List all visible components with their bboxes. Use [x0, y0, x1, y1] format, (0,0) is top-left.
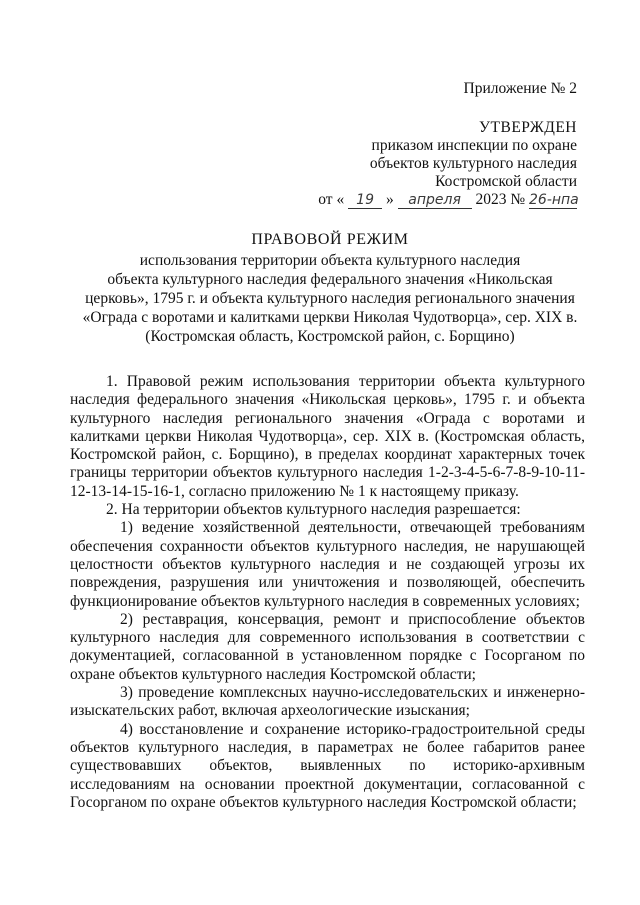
paragraph-1: 1. Правовой режим использования территории объекта культурного наследия федерального значения «Никольская церковь», 1795 г. и объекта культурного наследия регионального значения «Ограда с воротами и калитками церкви Николая Чудотворца», сер. XIX в. (Костромская область, Костромской район, с. Борщино), в пределах координат характерных точек границы территории объектов культурного наследия 1-2-3-4-5-6-7-8-9-10-11-12-13-14-15-16-1, согласно приложению № 1 к настоящему приказу. [70, 373, 585, 500]
title-line-1: использования территории объекта культурного наследия [139, 252, 521, 269]
approved-title: УТВЕРЖДЕН [479, 119, 577, 136]
list-item-4: 4) восстановление и сохранение историко-градостроительной среды объектов культурного наследия, в параметрах не более габаритов ранее существовавших объектов, выявленных по историко-архивным исследованиям на основании проектной документации, согласованной с Госорганом по охране объектов культурного наследия Костромской области; [70, 720, 585, 811]
appendix-text: Приложение № 2 [463, 80, 577, 97]
document-title-block [70, 230, 590, 346]
document-body [70, 373, 585, 812]
date-month: апреля [398, 193, 472, 209]
title-line-2: объекта культурного наследия федерального значения «Никольская [107, 271, 553, 288]
approval-block [318, 119, 577, 209]
paragraph-2: 2. На территории объектов культурного наследия разрешается: [106, 501, 521, 519]
title-line-5: (Костромская область, Костромской район, с. Борщино) [145, 328, 515, 345]
title-line-3: церковь», 1795 г. и объекта культурного наследия регионального значения [85, 290, 575, 307]
approved-line-2: объектов культурного наследия [369, 155, 577, 172]
order-number: 26-нпа [529, 192, 579, 208]
order-date-line [318, 191, 577, 209]
list-item-2: 2) реставрация, консервация, ремонт и приспособление объектов культурного наследия для современного использования в соответствии с документацией, согласованной в установленном порядке с Госорганом по охране объектов культурного наследия Костромской области; [70, 610, 585, 683]
list-item-3: 3) проведение комплексных научно-исследовательских и инженерно-изыскательских работ, включая археологические изыскания; [70, 684, 585, 720]
appendix-label [464, 80, 577, 98]
document-heading: ПРАВОВОЙ РЕЖИМ [251, 231, 409, 248]
date-year: 2023 № [475, 191, 526, 208]
list-item-1: 1) ведение хозяйственной деятельности, отвечающей требованиям обеспечения сохранности объектов культурного наследия, не нарушающей целостности объектов культурного наследия и не создающей угрозы их повреждения, разрушения или уничтожения и позволяющей, обеспечить функционирование объектов культурного наследия в современных условиях; [70, 519, 585, 610]
date-prefix: от « [318, 191, 345, 208]
date-mid: » [385, 191, 394, 208]
date-day: 19 [348, 193, 382, 209]
approved-line-1: приказом инспекции по охране [371, 137, 577, 154]
approved-line-3: Костромской области [435, 173, 577, 190]
title-line-4: «Ограда с воротами и калитками церкви Николая Чудотворца», сер. XIX в. [82, 309, 578, 326]
